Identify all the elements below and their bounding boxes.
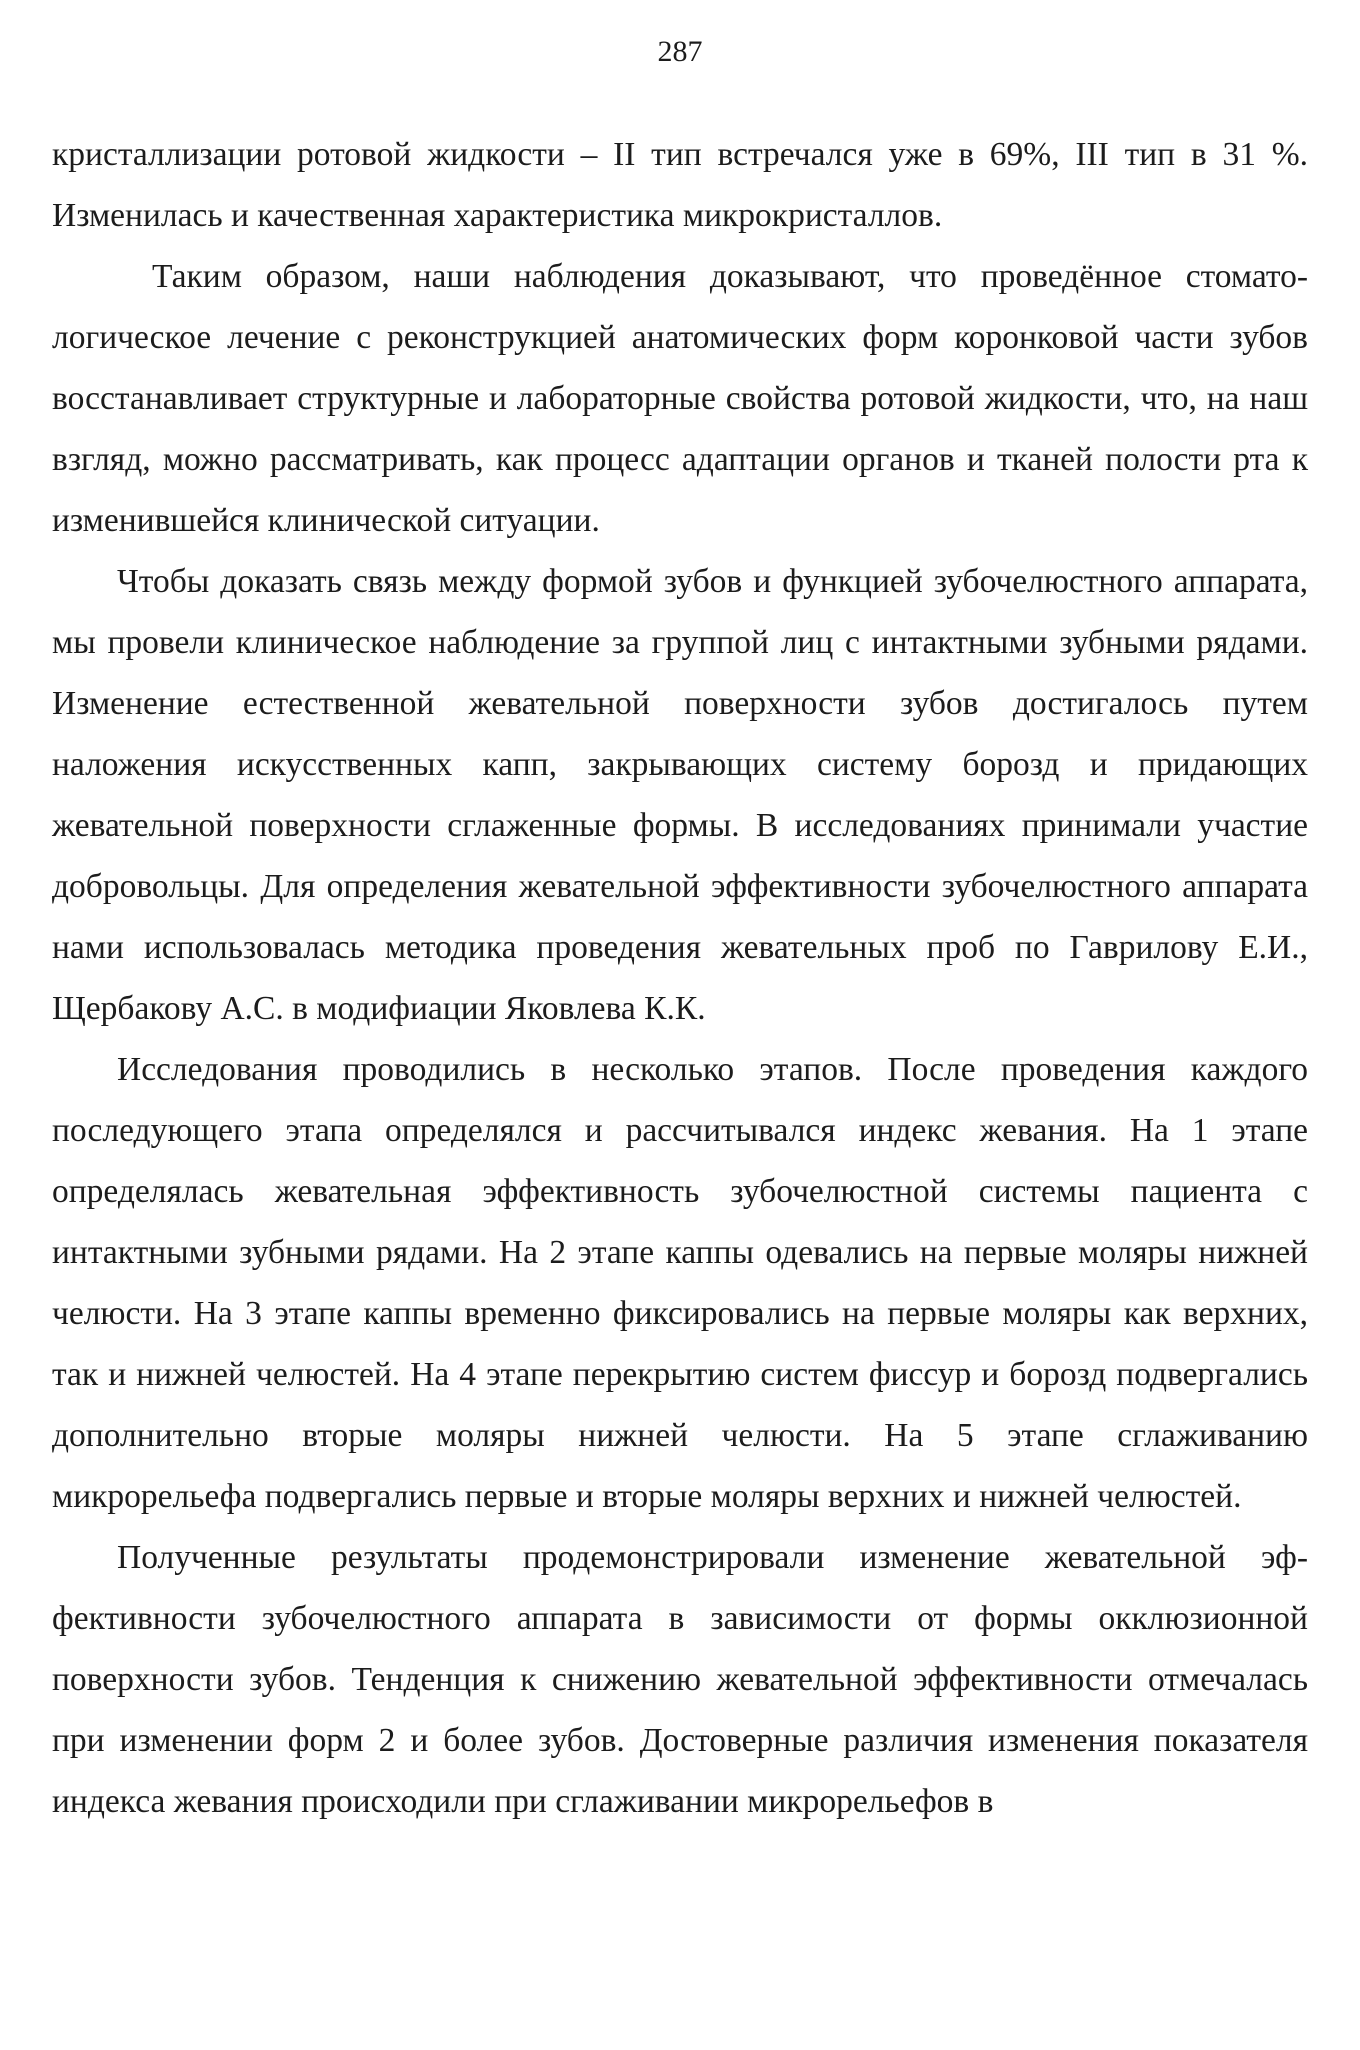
paragraph-continuation: кристаллизации ротовой жидкости – II тип встречался уже в 69%, III тип в 31 %. Изменилась и качественная характеристика микрокристаллов. — [52, 136, 1308, 234]
text-body — [52, 124, 1308, 1832]
paragraph-conclusion: Таким образом, наши наблюдения доказывают, что проведённое стоматологическое лечение с реконструкцией анатомических форм коронковой части зубов восстанавливает структурные и лабораторные свойства ротовой жидкости, что, на наш взгляд, можно рассматривать, как процесс адаптации органов и тканей полости рта к изменившейся клинической ситуации. — [52, 258, 1308, 539]
paragraph-clinical-observation: Чтобы доказать связь между формой зубов и функцией зубочелюстного аппарата, мы провели клиническое наблюдение за группой лиц с интактными зубными рядами. Изменение естественной жевательной поверхности зубов достигалось путем наложения искусственных капп, закрывающих систему борозд и придающих жевательной поверхности сглаженные формы. В исследованиях принимали участие добровольцы. Для определения жевательной эффективности зубочелюстного аппарата нами использовалась методика проведения жевательных проб по Гаврилову Е.И., Щербакову А.С. в модифиации Яковлева К.К. — [52, 563, 1308, 1027]
paragraph-study-stages: Исследования проводились в несколько этапов. После проведения каждого последующего этапа определялся и рассчитывался индекс жевания. На 1 этапе определялась жевательная эффективность зубочелюстной системы пациента с интактными зубными рядами. На 2 этапе каппы одевались на первые моляры нижней челюсти. На 3 этапе каппы временно фиксировались на первые моляры как верхних, так и нижней челюстей. На 4 этапе перекрытию систем фиссур и борозд подвергались дополнительно вторые моляры нижней челюсти. На 5 этапе сглаживанию микрорельефа подвергались первые и вторые моляры верхних и нижней челюстей. — [52, 1051, 1308, 1515]
paragraph-results: Полученные результаты продемонстрировали изменение жевательной эффективности зубочелюстного аппарата в зависимости от формы окклюзионной поверхности зубов. Тенденция к снижению жевательной эффективности отмечалась при изменении форм 2 и более зубов. Достоверные различия изменения показателя индекса жевания происходили при сглаживании микрорельефов в — [52, 1539, 1308, 1820]
page-number: 287 — [657, 35, 703, 68]
